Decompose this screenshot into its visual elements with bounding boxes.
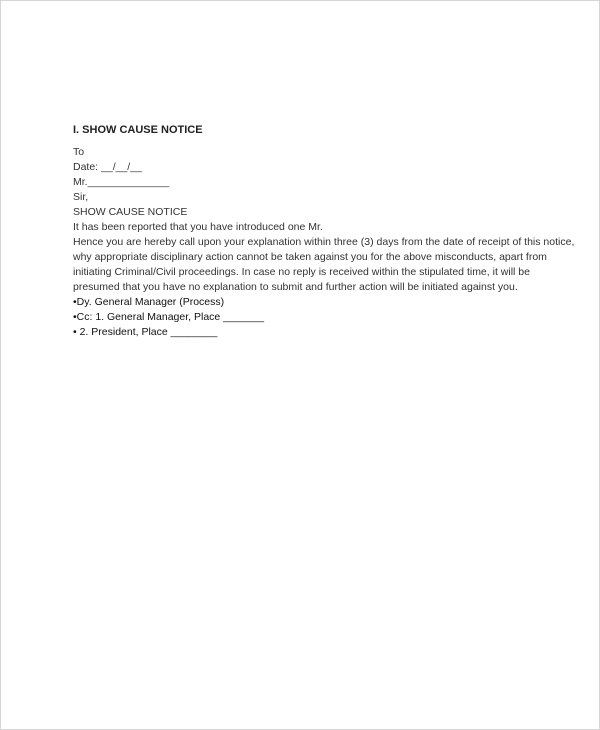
subject-line: SHOW CAUSE NOTICE xyxy=(73,206,188,218)
copy-recipient-gm: •Cc: 1. General Manager, Place _______ xyxy=(73,311,265,323)
body-line: why appropriate disciplinary action cannot be taken against you for the above misconducts, apart from xyxy=(73,251,547,263)
body-line: presumed that you have no explanation to submit and further action will be initiated against you. xyxy=(73,281,518,293)
intro-line: It has been reported that you have introduced one Mr. xyxy=(73,221,323,233)
notice-content xyxy=(73,123,575,340)
notice-heading: I. SHOW CAUSE NOTICE xyxy=(73,124,203,136)
copy-recipient-dy-gm: •Dy. General Manager (Process) xyxy=(73,296,225,308)
body-line: initiating Criminal/Civil proceedings. In case no reply is received within the stipulated time, it will be xyxy=(73,266,530,278)
date-line: Date: __/__/__ xyxy=(73,161,142,173)
body-line: Hence you are hereby call upon your explanation within three (3) days from the date of receipt of this notice, xyxy=(73,236,575,248)
addressee-to: To xyxy=(73,146,85,158)
copy-recipient-president: • 2. President, Place ________ xyxy=(73,326,218,338)
salutation: Sir, xyxy=(73,191,89,203)
recipient-name-line: Mr.______________ xyxy=(73,176,170,188)
